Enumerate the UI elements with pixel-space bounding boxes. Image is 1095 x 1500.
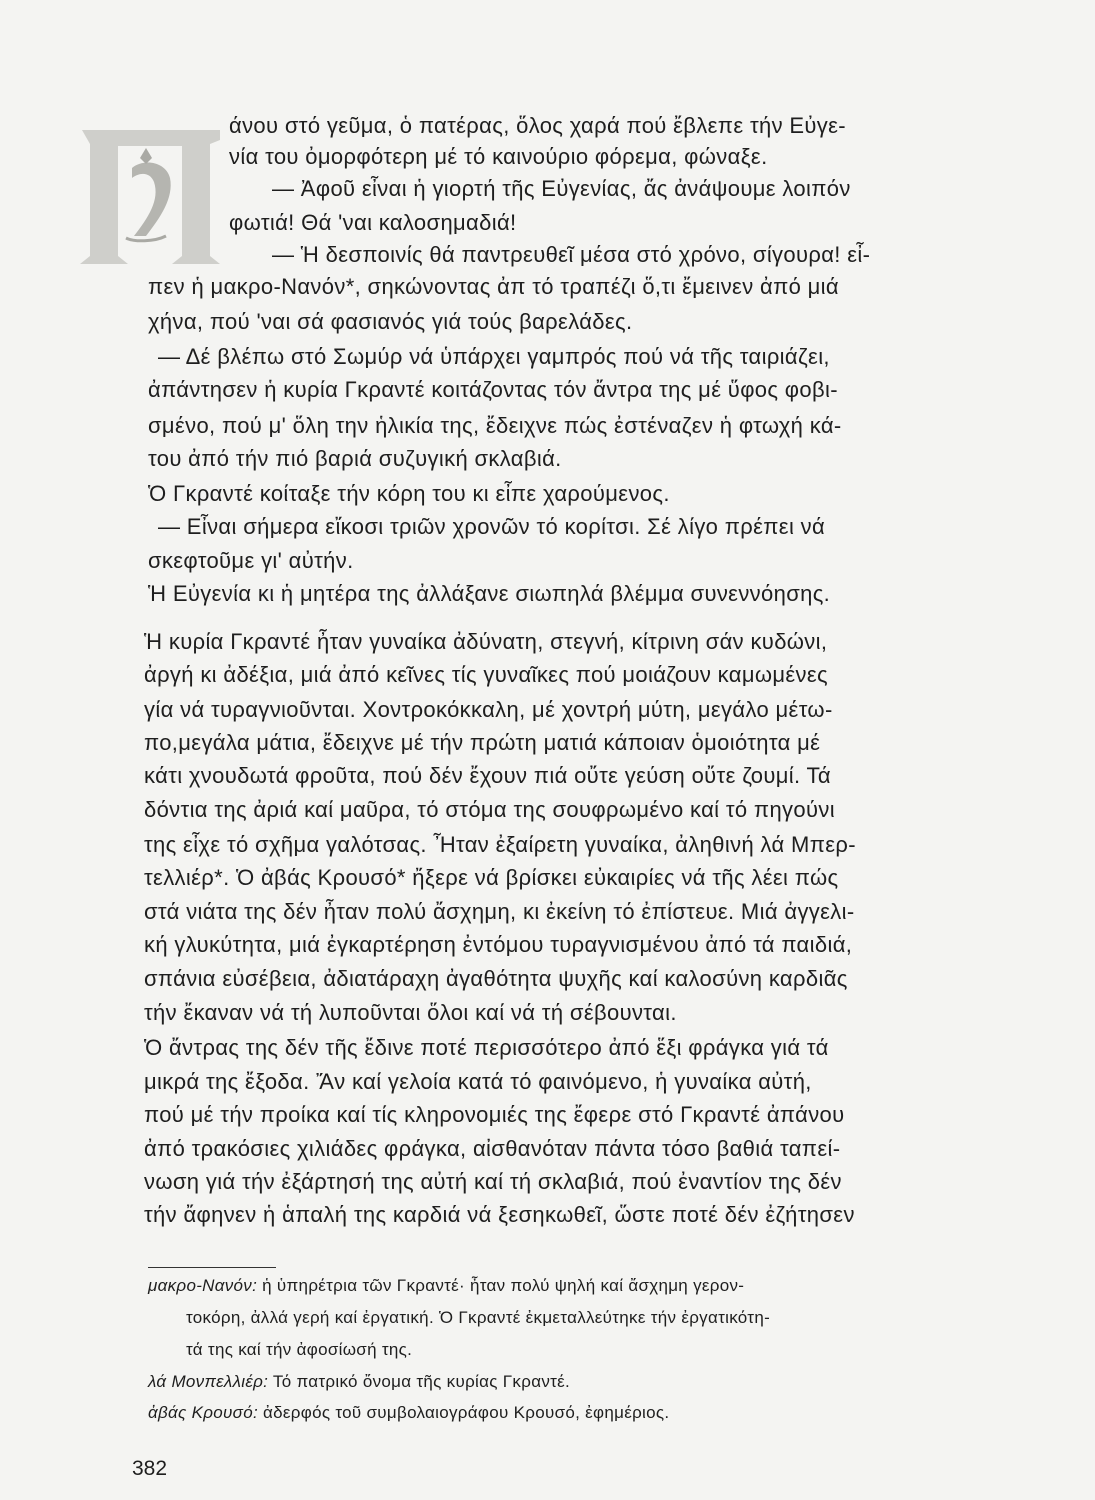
footnote [148, 1401, 669, 1425]
text-line: — Δέ βλέπω στό Σωμύρ νά ὑπάρχει γαμπρός πού νά τῆς ταιριάζει, [158, 344, 830, 369]
page-number: 382 [132, 1457, 168, 1480]
text-line: σκεφτοῦμε γι' αὐτήν. [148, 548, 354, 573]
footnote [148, 1370, 570, 1394]
text-line: νία του ὀμορφότερη μέ τό καινούριο φόρεμα, φώναξε. [229, 144, 768, 169]
text-line: Ἡ κυρία Γκραντέ ἦταν γυναίκα ἀδύνατη, στεγνή, κίτρινη σάν κυδώνι, [144, 629, 828, 654]
text-line: της εἶχε τό σχῆμα γαλότσας. Ἦταν ἐξαίρετη γυναίκα, ἀληθινή λά Μπερ- [144, 832, 856, 857]
text-line: δόντια της ἀριά καί μαῦρα, τό στόμα της σουφρωμένο καί τό πηγούνι [144, 797, 835, 822]
text-line: άνου στό γεῦμα, ὁ πατέρας, ὅλος χαρά πού ἔβλεπε τήν Εὐγε- [229, 113, 846, 138]
text-line: μικρά της ἔξοδα. Ἄν καί γελοία κατά τό φαινόμενο, ἡ γυναίκα αὐτή, [144, 1069, 812, 1094]
text-line: — Ἡ δεσποινίς θά παντρευθεῖ μέσα στό χρόνο, σίγουρα! εἶ- [272, 242, 871, 267]
footnote-text: τοκόρη, ἀλλά γερή καί ἐργατική. Ὁ Γκραντέ ἐκμεταλλεύτηκε τήν ἐργατικότη- [186, 1308, 771, 1327]
text-line: σμένο, πού μ' ὅλη την ἡλικία της, ἔδειχνε πώς ἐστέναζεν ἡ φτωχή κά- [148, 413, 842, 438]
text-line: φωτιά! Θά 'ναι καλοσημαδιά! [229, 210, 517, 235]
text-line: τελλιέρ*. Ὁ ἀβάς Κρουσό* ἤξερε νά βρίσκει εὐκαιρίες νά τῆς λέει πώς [144, 865, 839, 890]
footnote-term: ἀβάς Κρουσό: [148, 1403, 258, 1422]
text-line: νωση γιά τήν ἐξάρτησή της αὐτή καί τή σκλαβιά, πού ἐναντίον της δέν [144, 1169, 842, 1194]
footnote [148, 1274, 744, 1298]
footnote-continuation [186, 1338, 412, 1362]
text-line: τήν ἔκαναν νά τή λυποῦνται ὅλοι καί νά τή σέβουνται. [144, 1000, 677, 1025]
footnote-term: μακρο-Νανόν: [148, 1276, 258, 1295]
text-line: χήνα, πού 'ναι σά φασιανός γιά τούς βαρελάδες. [148, 309, 633, 334]
text-line: τήν ἄφηνεν ἡ ἁπαλή της καρδιά νά ξεσηκωθεῖ, ὥστε ποτέ δέν ἐζήτησεν [144, 1202, 855, 1227]
footnote-continuation [186, 1306, 770, 1330]
text-line: στά νιάτα της δέν ἦταν πολύ ἄσχημη, κι ἐκείνη τό ἐπίστευε. Μιά ἀγγελι- [144, 899, 855, 924]
text-line: — Ἀφοῦ εἶναι ἡ γιορτή τῆς Εὐγενίας, ἄς ἀνάψουμε λοιπόν [272, 176, 851, 201]
text-line: κή γλυκύτητα, μιά ἐγκαρτέρηση ἐντόμου τυραγνισμένου ἀπό τά παιδιά, [144, 932, 853, 957]
text-line: ἀπάντησεν ἡ κυρία Γκραντέ κοιτάζοντας τόν ἄντρα της μέ ὕφος φοβι- [148, 377, 838, 402]
footnote-text: ἡ ὑπηρέτρια τῶν Γκραντέ· ἦταν πολύ ψηλή καί ἄσχημη γερον- [262, 1276, 745, 1295]
text-line: Ὁ Γκραντέ κοίταξε τήν κόρη του κι εἶπε χαρούμενος. [148, 481, 670, 506]
footnote-text: Τό πατρικό ὄνομα τῆς κυρίας Γκραντέ. [272, 1372, 571, 1391]
footnote-text: ἀδερφός τοῦ συμβολαιογράφου Κρουσό, ἐφημέριος. [263, 1403, 670, 1422]
text-line: γία νά τυραγνιοῦνται. Χοντροκόκκαλη, μέ χοντρή μύτη, μεγάλο μέτω- [144, 697, 833, 722]
text-line: του ἀπό τήν πιό βαριά συζυγική σκλαβιά. [148, 446, 562, 471]
decorative-initial-pi-icon [74, 118, 224, 268]
text-line: Ὁ ἄντρας της δέν τῆς ἔδινε ποτέ περισσότερο ἀπό ἕξι φράγκα γιά τά [144, 1035, 829, 1060]
text-line: — Εἶναι σήμερα εἴκοσι τριῶν χρονῶν τό κορίτσι. Σέ λίγο πρέπει νά [158, 514, 826, 539]
text-line: κάτι χνουδωτά φροῦτα, πού δέν ἔχουν πιά οὔτε γεύση οὔτε ζουμί. Τά [144, 763, 831, 788]
text-line: Ἡ Εὐγενία κι ἡ μητέρα της ἀλλάξανε σιωπηλά βλέμμα συνεννόησης. [148, 581, 831, 606]
footnote-text: τά της καί τήν ἀφοσίωσή της. [186, 1340, 413, 1359]
text-line: πού μέ τήν προίκα καί τίς κληρονομιές της ἔφερε στό Γκραντέ ἀπάνου [144, 1102, 845, 1127]
text-line: ἀπό τρακόσιες χιλιάδες φράγκα, αἰσθανόταν πάντα τόσο βαθιά ταπεί- [144, 1136, 841, 1161]
text-line: σπάνια εὐσέβεια, ἀδιατάραχη ἀγαθότητα ψυχῆς καί καλοσύνη καρδιᾶς [144, 966, 848, 991]
footnote-divider [148, 1267, 276, 1268]
text-line: πο,μεγάλα μάτια, ἔδειχνε μέ τήν πρώτη ματιά κάποιαν ὁμοιότητα μέ [144, 730, 821, 755]
text-line: πεν ἡ μακρο-Νανόν*, σηκώνοντας ἀπ τό τραπέζι ὅ,τι ἔμεινεν ἀπό μιά [148, 274, 839, 299]
footnote-term: λά Μονπελλιέρ: [148, 1372, 269, 1391]
text-line: ἀργή κι ἀδέξια, μιά ἀπό κεῖνες τίς γυναῖκες πού μοιάζουν καμωμένες [144, 662, 829, 687]
